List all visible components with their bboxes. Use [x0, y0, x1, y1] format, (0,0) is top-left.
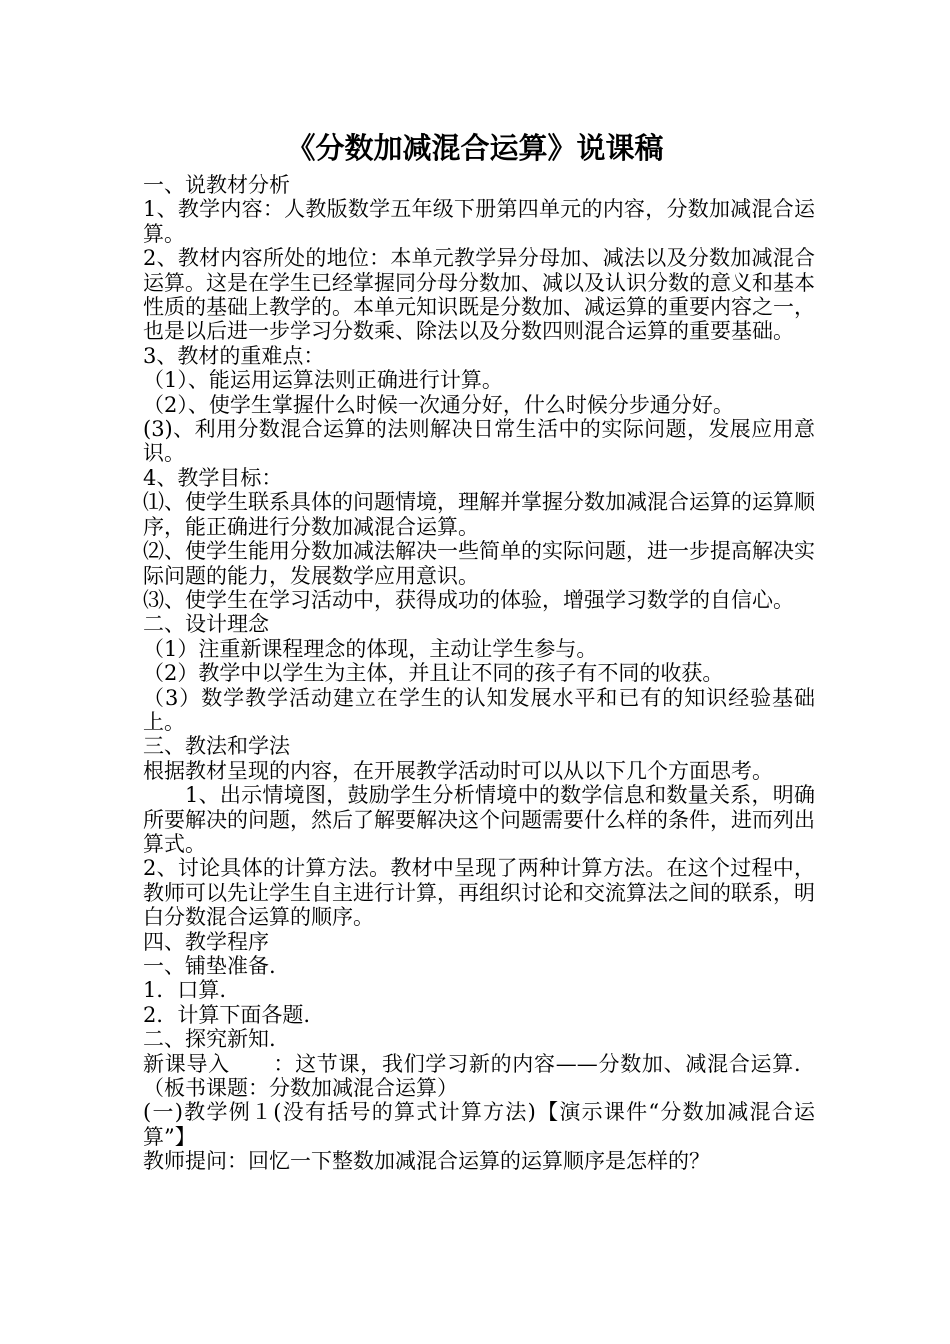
list-item: （2）、使学生掌握什么时候一次通分好，什么时候分步通分好。 — [143, 392, 734, 417]
list-item: （1）、能运用运算法则正确进行计算。 — [143, 368, 503, 393]
list-item: ⑵、使学生能用分数加减法解决一些简单的实际问题，进一步提高解决实际问题的能力，发展数学应用意识。 — [143, 539, 815, 588]
document-body — [143, 173, 815, 1174]
paragraph: 2、教材内容所处的地位：本单元教学异分母加、减法以及分数加减混合运算。这是在学生已经掌握同分母分数加、减以及认识分数的意义和基本性质的基础上教学的。本单元知识既是分数加、减运算的重要内容之一，也是以后进一步学习分数乘、除法以及分数四则混合运算的重要基础。 — [143, 246, 815, 344]
list-item: ⑶、使学生在学习活动中，获得成功的体验，增强学习数学的自信心。 — [143, 587, 794, 612]
paragraph: 1．口算. — [143, 978, 227, 1003]
list-item: （2）教学中以学生为主体，并且让不同的孩子有不同的收获。 — [143, 661, 724, 686]
list-item: ⑴、使学生联系具体的问题情境，理解并掌握分数加减混合运算的运算顺序，能正确进行分数加减混合运算。 — [143, 490, 815, 539]
list-item: （3）数学教学活动建立在学生的认知发展水平和已有的知识经验基础上。 — [143, 685, 815, 734]
paragraph: 1、教学内容：人教版数学五年级下册第四单元的内容，分数加减混合运算。 — [143, 197, 815, 246]
section-heading: 四、教学程序 — [143, 929, 269, 954]
paragraph: 教师提问：回忆一下整数加减混合运算的运算顺序是怎样的？ — [143, 1149, 710, 1174]
paragraph: 新课导入 ：这节课，我们学习新的内容——分数加、减混合运算．（板书课题：分数加减混合运算） — [143, 1051, 815, 1101]
document-title: 《分数加减混合运算》说课稿 — [286, 131, 664, 165]
paragraph: 二、探究新知. — [143, 1027, 276, 1052]
paragraph: 一、铺垫准备. — [143, 954, 276, 978]
section-heading: 二、设计理念 — [143, 612, 269, 637]
paragraph: 2．计算下面各题. — [143, 1002, 311, 1027]
paragraph: 根据教材呈现的内容，在开展教学活动时可以从以下几个方面思考。 — [143, 758, 773, 783]
paragraph: (一)教学例１(没有括号的算式计算方法)【演示课件“分数加减混合运算”】 — [143, 1100, 815, 1149]
section-heading: 三、教法和学法 — [143, 734, 290, 759]
paragraph: 3、教材的重难点： — [143, 343, 325, 368]
paragraph: 1、出示情境图，鼓励学生分析情境中的数学信息和数量关系，明确所要解决的问题，然后了解要解决这个问题需要什么样的条件，进而列出算式。 — [143, 783, 815, 856]
paragraph: 4、教学目标： — [143, 465, 283, 490]
list-item: (3)、利用分数混合运算的法则解决日常生活中的实际问题，发展应用意识。 — [143, 417, 815, 466]
paragraph: 2、讨论具体的计算方法。教材中呈现了两种计算方法。在这个过程中，教师可以先让学生自主进行计算，再组织讨论和交流算法之间的联系，明白分数混合运算的顺序。 — [143, 856, 815, 930]
section-heading: 一、说教材分析 — [143, 173, 290, 197]
list-item: （1）注重新课程理念的体现，主动让学生参与。 — [143, 636, 598, 661]
